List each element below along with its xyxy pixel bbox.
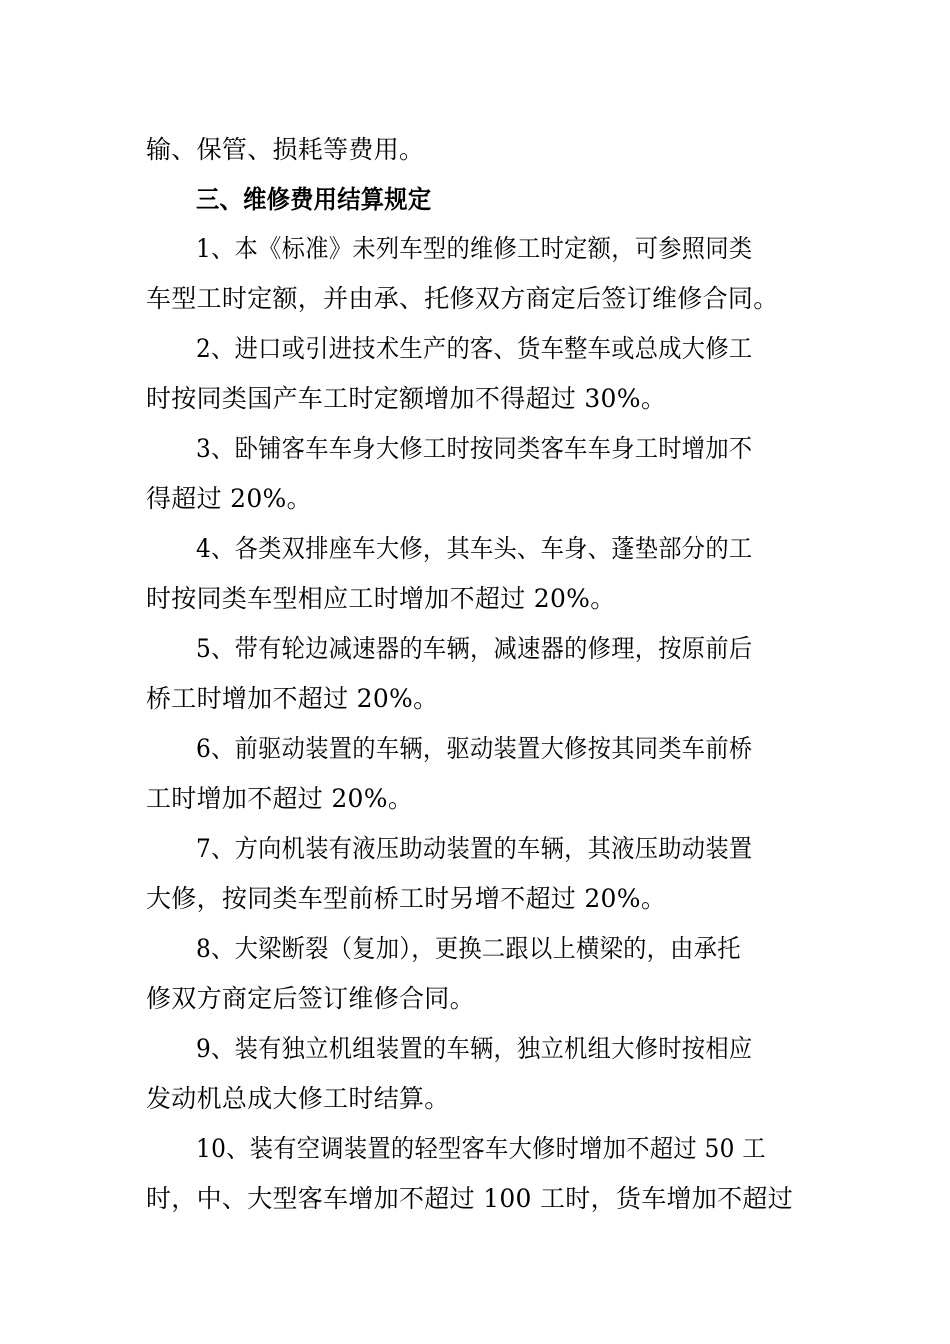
- text-line: 修双方商定后签订维修合同。: [146, 984, 475, 1013]
- text-line: 10、装有空调装置的轻型客车大修时增加不超过 50 工: [196, 1134, 766, 1163]
- text-line: 工时增加不超过 20%。: [146, 784, 414, 813]
- text-line: 时，中、大型客车增加不超过 100 工时，货车增加不超过: [146, 1184, 794, 1213]
- section-heading: 三、维修费用结算规定: [196, 185, 432, 214]
- text-line: 2、进口或引进技术生产的客、货车整车或总成大修工: [196, 334, 753, 363]
- text-line: 车型工时定额，并由承、托修双方商定后签订维修合同。: [146, 284, 779, 313]
- text-line: 时按同类车型相应工时增加不超过 20%。: [146, 584, 616, 613]
- text-line: 3、卧铺客车车身大修工时按同类客车车身工时增加不: [196, 434, 753, 463]
- text-line: 发动机总成大修工时结算。: [146, 1084, 450, 1113]
- text-line: 输、保管、损耗等费用。: [146, 135, 425, 164]
- text-line: 大修，按同类车型前桥工时另增不超过 20%。: [146, 884, 667, 913]
- text-line: 7、方向机装有液压助动装置的车辆，其液压助动装置: [196, 834, 753, 863]
- text-line: 1、本《标准》未列车型的维修工时定额，可参照同类: [196, 234, 753, 263]
- text-line: 时按同类国产车工时定额增加不得超过 30%。: [146, 384, 667, 413]
- text-line: 9、装有独立机组装置的车辆，独立机组大修时按相应: [196, 1034, 753, 1063]
- text-line: 桥工时增加不超过 20%。: [146, 684, 439, 713]
- text-line: 5、带有轮边减速器的车辆，减速器的修理，按原前后: [196, 634, 753, 663]
- text-line: 4、各类双排座车大修，其车头、车身、蓬垫部分的工: [196, 534, 753, 563]
- text-line: 8、大梁断裂（复加），更换二跟以上横梁的，由承托: [196, 934, 741, 963]
- text-line: 6、前驱动装置的车辆，驱动装置大修按其同类车前桥: [196, 734, 753, 763]
- text-line: 得超过 20%。: [146, 484, 312, 513]
